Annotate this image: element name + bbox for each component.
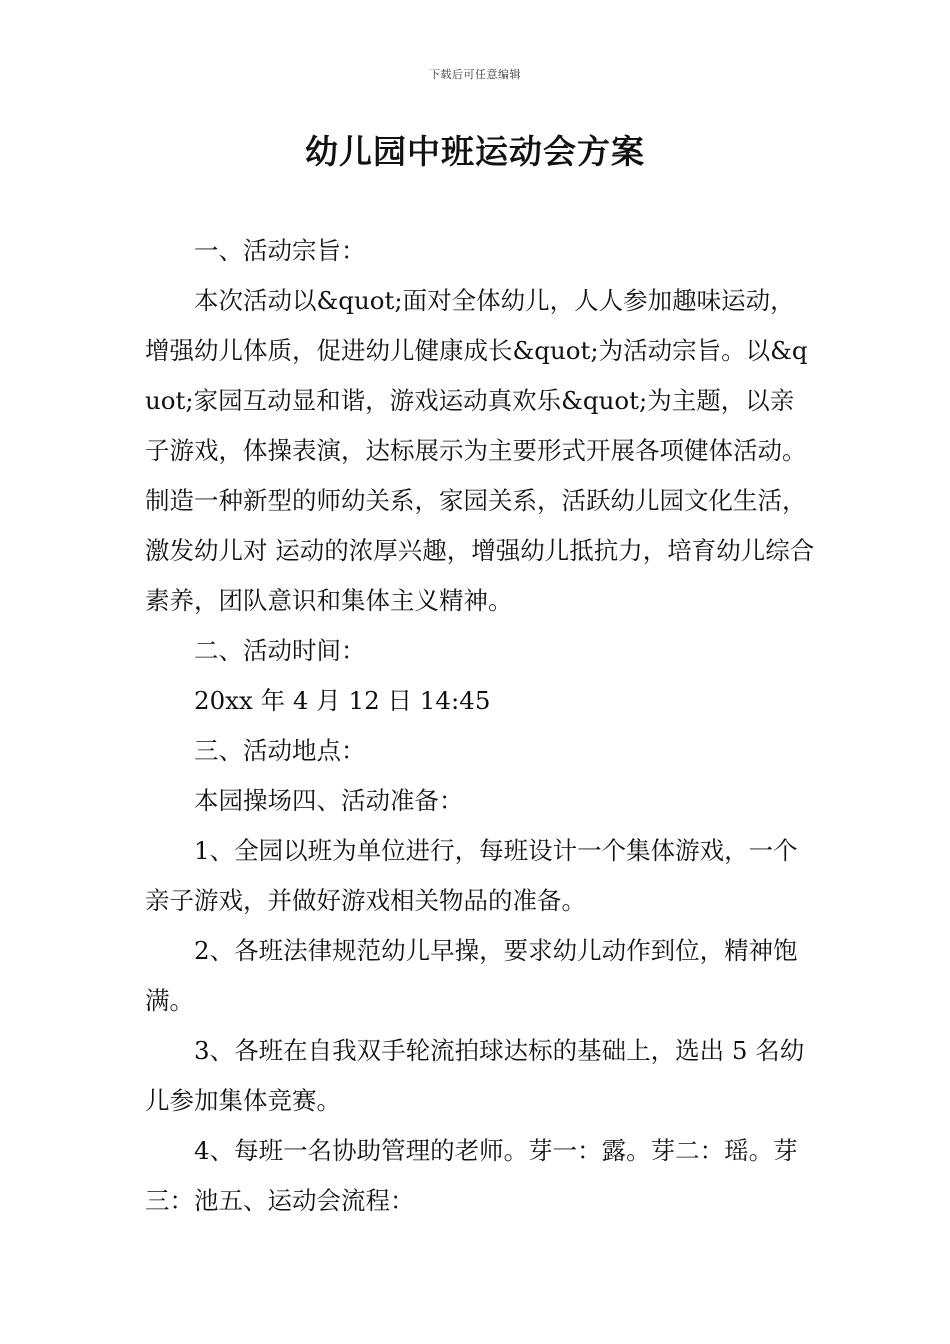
section-heading-location: 三、活动地点： [194,736,366,765]
section-heading-purpose: 一、活动宗旨： [194,236,366,265]
document-body [145,226,815,1226]
list-item-prep-4: 4、每班一名协助管理的老师。芽一：露。芽二：瑶。芽三：池五、运动会流程： [145,1136,798,1215]
list-item-prep-3: 3、各班在自我双手轮流拍球达标的基础上，选出 5 名幼儿参加集体竞赛。 [145,1036,805,1115]
paragraph-time: 20xx 年 4 月 12 日 14:45 [194,686,491,715]
list-item-prep-1: 1、全园以班为单位进行，每班设计一个集体游戏，一个亲子游戏，并做好游戏相关物品的准备。 [145,836,798,915]
document-title: 幼儿园中班运动会方案 [305,132,645,171]
paragraph-purpose: 本次活动以&quot;面对全体幼儿，人人参加趣味运动，增强幼儿体质，促进幼儿健康成长&quot;为活动宗旨。以&quot;家园互动显和谐，游戏运动真欢乐&quot;为主题，以亲子游戏，体操表演，达标展示为主要形式开展各项健体活动。制造一种新型的师幼关系，家园关系，活跃幼儿园文化生活，激发幼儿对 运动的浓厚兴趣，增强幼儿抵抗力，培育幼儿综合素养，团队意识和集体主义精神。 [145,286,815,615]
header-note: 下载后可任意编辑 [429,68,521,81]
paragraph-location: 本园操场四、活动准备： [194,786,464,815]
list-item-prep-2: 2、各班法律规范幼儿早操，要求幼儿动作到位，精神饱满。 [145,936,798,1015]
section-heading-time: 二、活动时间： [194,636,366,665]
